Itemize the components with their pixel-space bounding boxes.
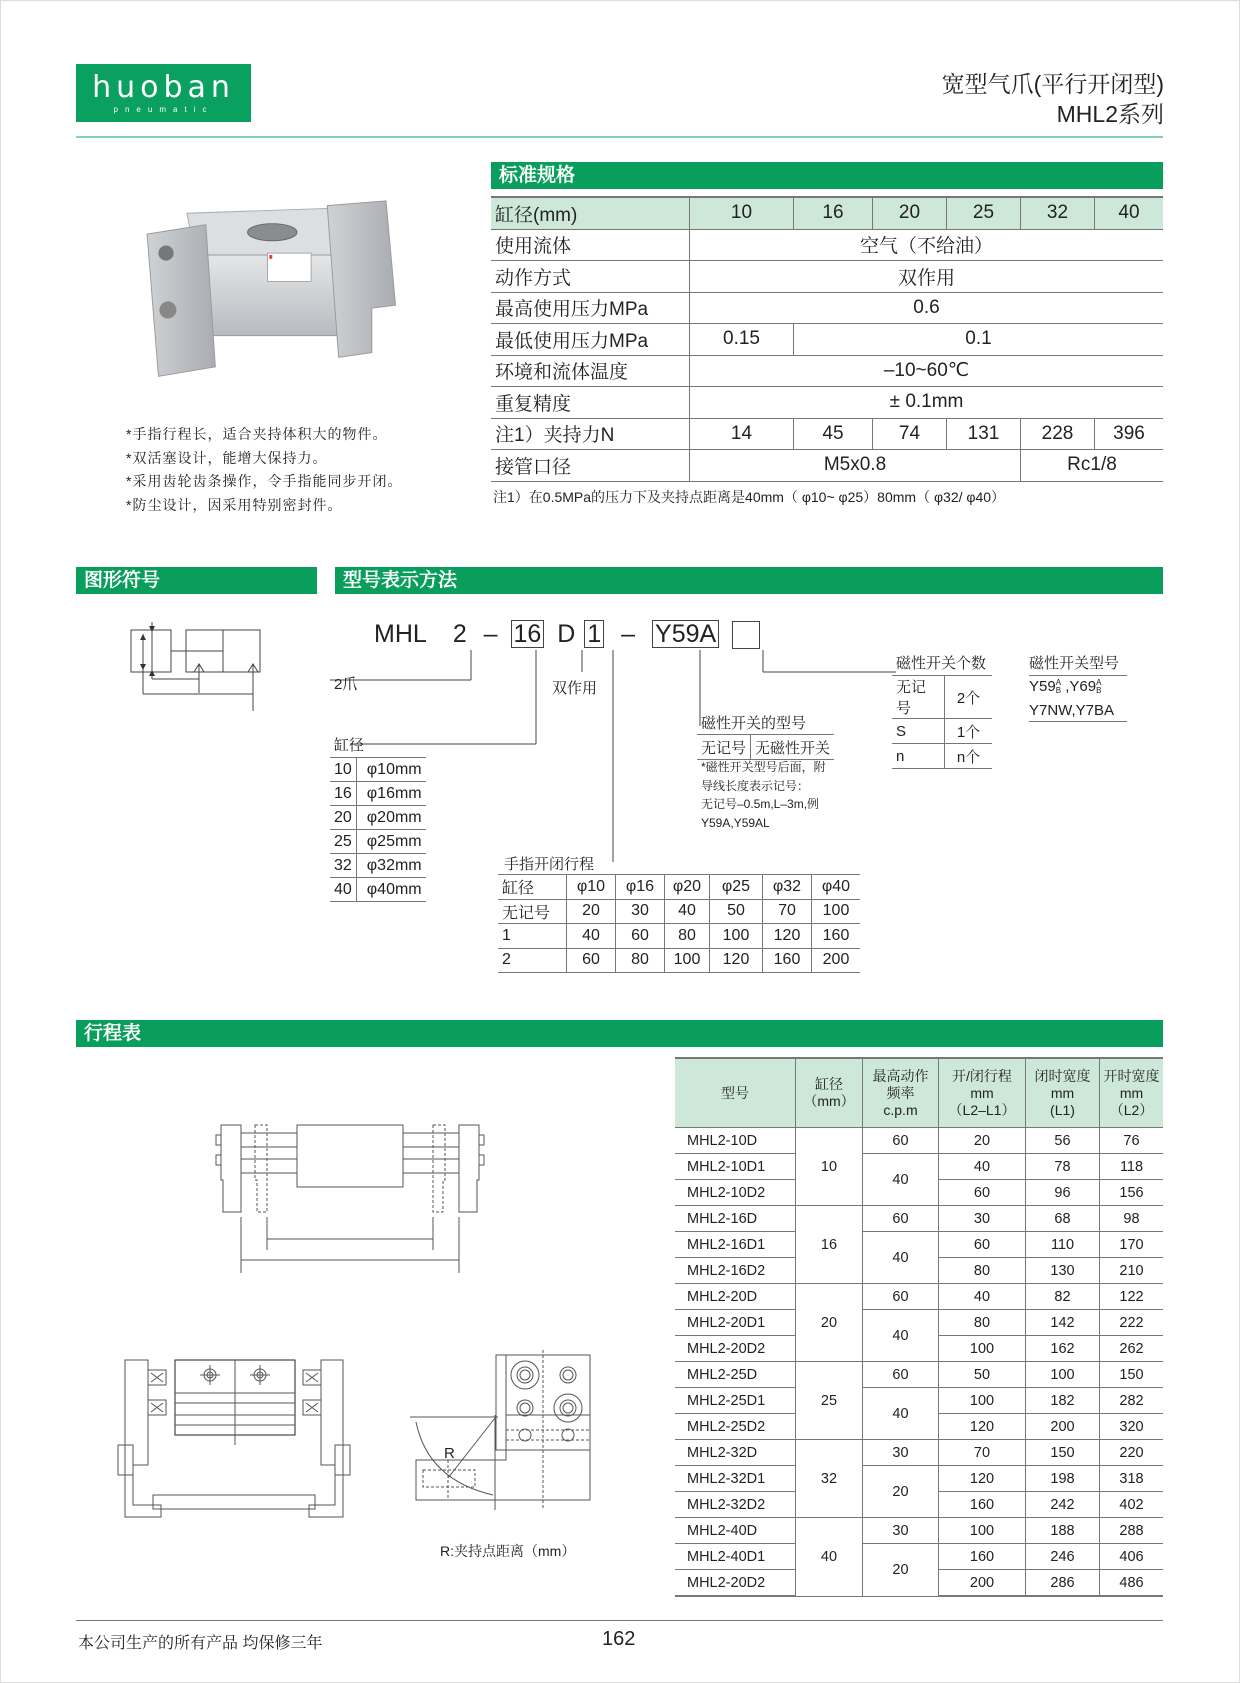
- stroke-cell: 120: [763, 924, 812, 949]
- feature-item: *防尘设计，因采用特别密封件。: [126, 496, 343, 513]
- l2-cell: 320: [1100, 1414, 1164, 1440]
- spec-note: 注1）在0.5MPa的压力下及夹持点距离是40mm（ φ10~ φ25）80mm（ φ32/ φ40）: [493, 489, 1006, 505]
- spec-row-repeat: [491, 387, 1163, 419]
- spec-value: 空气（不给油）: [690, 229, 1164, 261]
- col-header-text: mm: [1119, 1084, 1144, 1101]
- model-cell: MHL2-32D2: [675, 1492, 796, 1518]
- freq-cell: 40: [863, 1310, 939, 1362]
- stroke-table-row: [675, 1284, 1163, 1310]
- spec-row-port: [491, 450, 1163, 482]
- spec-row-min-pressure: [491, 324, 1163, 356]
- code-bore-box: 16: [511, 620, 545, 648]
- l2-cell: 170: [1100, 1232, 1164, 1258]
- stroke-cell: 100: [939, 1336, 1026, 1362]
- stroke-cell: 160: [812, 924, 861, 949]
- stroke-code-table: [498, 874, 860, 973]
- spec-value: –10~60℃: [690, 355, 1164, 387]
- col-header-text: 开时宽度: [1103, 1067, 1160, 1084]
- bore-code: 32: [330, 854, 356, 878]
- header-divider: [76, 136, 1163, 138]
- switch-note-line: Y59A,Y59AL: [701, 815, 770, 830]
- switch-model-title: 磁性开关型号: [1029, 652, 1127, 676]
- logo-sub: pneumatic: [113, 105, 214, 114]
- spec-label: 动作方式: [491, 261, 690, 293]
- spec-row-fluid: [491, 229, 1163, 261]
- spec-value: 131: [947, 418, 1021, 450]
- switch-type-table: [697, 734, 834, 760]
- stroke-table-row: [675, 1440, 1163, 1466]
- stroke-cell: 200: [939, 1570, 1026, 1597]
- switch-model-y59: Y59: [1029, 678, 1056, 695]
- switch-type-title: 磁性开关的型号: [701, 715, 807, 732]
- stroke-cell: 40: [567, 924, 616, 949]
- spec-label: 最高使用压力MPa: [491, 292, 690, 324]
- switch-type-desc: 无磁性开关: [751, 735, 835, 760]
- bore-code: 40: [330, 878, 356, 902]
- stroke-header: φ10: [567, 875, 616, 900]
- l1-cell: 242: [1026, 1492, 1100, 1518]
- code-claws: 2: [452, 620, 467, 648]
- l1-cell: 162: [1026, 1336, 1100, 1362]
- l1-cell: 182: [1026, 1388, 1100, 1414]
- series-title: MHL2系列: [1056, 101, 1164, 127]
- spec-row-bore: [491, 197, 1163, 229]
- stroke-cell: 80: [616, 948, 665, 973]
- spec-table: [491, 196, 1163, 482]
- col-header: [1100, 1058, 1164, 1128]
- open-close-width-drawing: [215, 1115, 485, 1275]
- model-cell: MHL2-20D2: [675, 1336, 796, 1362]
- stroke-cell: 100: [665, 948, 710, 973]
- l1-cell: 130: [1026, 1258, 1100, 1284]
- brand-logo: [76, 64, 251, 122]
- model-cell: MHL2-16D: [675, 1206, 796, 1232]
- stroke-cell: 60: [567, 948, 616, 973]
- logo-word: huoban: [92, 70, 235, 105]
- gripping-point-drawing: [408, 1350, 598, 1515]
- stroke-table-row: [675, 1232, 1163, 1258]
- spec-bore: 10: [690, 197, 794, 229]
- bore-code: 16: [330, 782, 356, 806]
- stroke-cell: 160: [939, 1544, 1026, 1570]
- section-stroke-title: 行程表: [76, 1020, 1163, 1047]
- spec-value: 228: [1021, 418, 1095, 450]
- col-header-text: （mm）: [803, 1093, 855, 1109]
- stroke-header: φ40: [812, 875, 861, 900]
- stroke-header: φ25: [710, 875, 763, 900]
- l2-cell: 220: [1100, 1440, 1164, 1466]
- bore-code: 10: [330, 758, 356, 782]
- stroke-cell: 60: [616, 924, 665, 949]
- stroke-cell: 70: [763, 899, 812, 924]
- freq-cell: 40: [863, 1388, 939, 1440]
- l2-cell: 118: [1100, 1154, 1164, 1180]
- stroke-cell: 40: [939, 1154, 1026, 1180]
- count-value: 2个: [945, 676, 993, 719]
- spec-value: 396: [1095, 418, 1164, 450]
- stroke-row: [498, 924, 860, 949]
- col-header-text: 型号: [721, 1084, 749, 1101]
- spec-value: Rc1/8: [1021, 450, 1164, 482]
- page-number: 162: [602, 1628, 636, 1650]
- spec-value: 45: [794, 418, 873, 450]
- l1-cell: 198: [1026, 1466, 1100, 1492]
- count-value: n个: [945, 744, 993, 769]
- bore-code: 25: [330, 830, 356, 854]
- stroke-cell: 160: [939, 1492, 1026, 1518]
- l2-cell: 156: [1100, 1180, 1164, 1206]
- bore-size: φ25mm: [356, 830, 425, 854]
- l1-cell: 246: [1026, 1544, 1100, 1570]
- claw-label: 2爪: [334, 676, 358, 693]
- count-value: 1个: [945, 719, 993, 744]
- bore-row: [330, 758, 426, 782]
- stroke-cell: 80: [665, 924, 710, 949]
- stroke-table-row: [675, 1466, 1163, 1492]
- stroke-header: φ32: [763, 875, 812, 900]
- stroke-table-row: [675, 1128, 1163, 1154]
- count-code: 无记号: [892, 676, 945, 719]
- l1-cell: 110: [1026, 1232, 1100, 1258]
- l2-cell: 122: [1100, 1284, 1164, 1310]
- stroke-cell: 100: [939, 1388, 1026, 1414]
- l2-cell: 486: [1100, 1570, 1164, 1597]
- section-symbol-title: 图形符号: [76, 567, 317, 594]
- spec-bore: 25: [947, 197, 1021, 229]
- stroke-table-row: [675, 1310, 1163, 1336]
- section-spec-title: 标准规格: [491, 162, 1163, 189]
- stroke-cell: 20: [567, 899, 616, 924]
- front-view-drawing: [113, 1355, 353, 1525]
- code-dash: –: [483, 620, 498, 648]
- sub-a: A: [1096, 678, 1102, 688]
- spec-value: 74: [873, 418, 947, 450]
- double-acting-label: 双作用: [552, 680, 598, 697]
- stroke-cell: 200: [812, 948, 861, 973]
- model-cell: MHL2-20D2: [675, 1570, 796, 1597]
- stroke-cell: 50: [710, 899, 763, 924]
- col-header-text: c.p.m: [883, 1101, 918, 1118]
- l2-cell: 406: [1100, 1544, 1164, 1570]
- stroke-cell: 120: [710, 948, 763, 973]
- stroke-cell: 120: [939, 1466, 1026, 1492]
- stroke-cell: 2: [498, 948, 567, 973]
- spec-row-temp: [491, 355, 1163, 387]
- model-cell: MHL2-16D1: [675, 1232, 796, 1258]
- freq-cell: 60: [863, 1128, 939, 1154]
- spec-label: 注1）夹持力N: [491, 418, 690, 450]
- section-model-title: 型号表示方法: [335, 567, 1163, 594]
- switch-note-line: *磁性开关型号后面，附: [701, 760, 826, 774]
- stroke-header: φ20: [665, 875, 710, 900]
- spec-bore: 32: [1021, 197, 1095, 229]
- feature-item: *采用齿轮齿条操作，令手指能同步开闭。: [126, 473, 403, 489]
- switch-model-y69: ,Y69: [1065, 678, 1097, 695]
- feature-item: *双活塞设计，能增大保持力。: [126, 449, 328, 466]
- code-action: D: [557, 620, 576, 648]
- col-header: [1026, 1058, 1100, 1128]
- bore-row: [330, 806, 426, 830]
- col-header-text: (L1): [1050, 1101, 1075, 1118]
- l2-cell: 282: [1100, 1388, 1164, 1414]
- stroke-table-row: [675, 1154, 1163, 1180]
- spec-row-action: [491, 261, 1163, 293]
- col-header: [939, 1058, 1026, 1128]
- stroke-table-row: [675, 1206, 1163, 1232]
- model-cell: MHL2-25D1: [675, 1388, 796, 1414]
- bore-row: [330, 830, 426, 854]
- bore-size: φ10mm: [356, 758, 425, 782]
- model-cell: MHL2-20D1: [675, 1310, 796, 1336]
- freq-cell: 60: [863, 1362, 939, 1388]
- model-cell: MHL2-20D: [675, 1284, 796, 1310]
- l1-cell: 150: [1026, 1440, 1100, 1466]
- bore-cell: 20: [796, 1284, 863, 1362]
- spec-value: 14: [690, 418, 794, 450]
- stroke-cell: 120: [939, 1414, 1026, 1440]
- freq-cell: 40: [863, 1232, 939, 1284]
- stroke-cell: 30: [616, 899, 665, 924]
- sub-b: B: [1055, 686, 1062, 696]
- col-header: [675, 1058, 796, 1128]
- l1-cell: 78: [1026, 1154, 1100, 1180]
- code-switch-box: Y59A: [652, 620, 719, 648]
- freq-cell: 30: [863, 1440, 939, 1466]
- l2-cell: 150: [1100, 1362, 1164, 1388]
- stroke-table: [675, 1057, 1163, 1597]
- spec-label: 接管口径: [491, 450, 690, 482]
- bore-row: [330, 878, 426, 902]
- count-code: n: [892, 744, 945, 769]
- model-code: [374, 620, 760, 649]
- spec-label: 最低使用压力MPa: [491, 324, 690, 356]
- bore-code: 20: [330, 806, 356, 830]
- stroke-cell: 60: [939, 1180, 1026, 1206]
- col-header-text: （L2）: [1109, 1101, 1154, 1118]
- stroke-header: φ16: [616, 875, 665, 900]
- bore-cell: 25: [796, 1362, 863, 1440]
- col-header-text: 开/闭行程: [952, 1067, 1012, 1084]
- stroke-cell: 160: [763, 948, 812, 973]
- freq-cell: 30: [863, 1518, 939, 1544]
- bore-size: φ32mm: [356, 854, 425, 878]
- spec-row-max-pressure: [491, 292, 1163, 324]
- l1-cell: 200: [1026, 1414, 1100, 1440]
- sub-b: B: [1096, 686, 1102, 696]
- l1-cell: 96: [1026, 1180, 1100, 1206]
- stroke-cell: 100: [812, 899, 861, 924]
- col-header-text: 缸径: [815, 1076, 843, 1092]
- switch-note-line: 无记号–0.5m,L–3m,例: [701, 797, 820, 811]
- spec-value: ± 0.1mm: [690, 387, 1164, 419]
- spec-value: M5x0.8: [690, 450, 1021, 482]
- stroke-cell: 无记号: [498, 899, 567, 924]
- stroke-row: [498, 899, 860, 924]
- bore-cell: 40: [796, 1518, 863, 1597]
- spec-label: 重复精度: [491, 387, 690, 419]
- col-header-text: （L2–L1）: [948, 1101, 1016, 1118]
- col-header: [863, 1058, 939, 1128]
- stroke-table-row: [675, 1544, 1163, 1570]
- spec-bore: 20: [873, 197, 947, 229]
- code-count-box: [732, 621, 760, 649]
- drawing-r-label: R: [444, 1445, 455, 1462]
- stroke-cell: 20: [939, 1128, 1026, 1154]
- spec-value: 0.1: [794, 324, 1164, 356]
- footer-divider: [76, 1620, 1163, 1621]
- freq-cell: 60: [863, 1284, 939, 1310]
- model-cell: MHL2-40D: [675, 1518, 796, 1544]
- freq-cell: 20: [863, 1466, 939, 1518]
- switch-note-line: 导线长度表示记号：: [701, 778, 810, 793]
- spec-label: 使用流体: [491, 229, 690, 261]
- col-header-text: mm: [1050, 1084, 1075, 1101]
- stroke-cell: 1: [498, 924, 567, 949]
- spec-label: 环境和流体温度: [491, 355, 690, 387]
- l2-cell: 98: [1100, 1206, 1164, 1232]
- spec-value: 0.6: [690, 292, 1164, 324]
- spec-bore: 40: [1095, 197, 1164, 229]
- freq-cell: 40: [863, 1154, 939, 1206]
- l1-cell: 82: [1026, 1284, 1100, 1310]
- model-cell: MHL2-10D: [675, 1128, 796, 1154]
- col-header-text: mm: [970, 1084, 994, 1101]
- bore-cell: 10: [796, 1128, 863, 1206]
- col-header: [796, 1058, 863, 1128]
- sub-a: A: [1055, 678, 1062, 688]
- code-stroke-box: 1: [584, 620, 604, 648]
- stroke-row: [498, 948, 860, 973]
- spec-value: 双作用: [690, 261, 1164, 293]
- switch-note: [701, 758, 826, 832]
- l2-cell: 318: [1100, 1466, 1164, 1492]
- l2-cell: 262: [1100, 1336, 1164, 1362]
- bore-cell: 16: [796, 1206, 863, 1284]
- stroke-cell: 70: [939, 1440, 1026, 1466]
- count-code: S: [892, 719, 945, 744]
- stroke-table-row: [675, 1518, 1163, 1544]
- switch-count-table: [892, 675, 992, 769]
- model-cell: MHL2-10D1: [675, 1154, 796, 1180]
- bore-table-title: 缸径: [334, 737, 365, 754]
- switch-type-code: 无记号: [697, 735, 751, 760]
- l2-cell: 210: [1100, 1258, 1164, 1284]
- bore-size: φ40mm: [356, 878, 425, 902]
- stroke-cell: 100: [710, 924, 763, 949]
- spec-bore: 16: [794, 197, 873, 229]
- stroke-cell: 40: [665, 899, 710, 924]
- l2-cell: 76: [1100, 1128, 1164, 1154]
- stroke-cell: 100: [939, 1518, 1026, 1544]
- l2-cell: 402: [1100, 1492, 1164, 1518]
- l1-cell: 286: [1026, 1570, 1100, 1597]
- model-cell: MHL2-32D1: [675, 1466, 796, 1492]
- stroke-table-row: [675, 1388, 1163, 1414]
- gripping-distance-label: R:夹持点距离（mm）: [440, 1543, 576, 1559]
- stroke-cell: 80: [939, 1258, 1026, 1284]
- feature-item: *手指行程长，适合夹持体积大的物件。: [126, 426, 388, 442]
- switch-count-title: 磁性开关个数: [896, 655, 987, 672]
- spec-value: 0.15: [690, 324, 794, 356]
- bore-size: φ20mm: [356, 806, 425, 830]
- code-dash: –: [621, 620, 636, 648]
- pneumatic-symbol-icon: [128, 614, 268, 714]
- bore-cell: 32: [796, 1440, 863, 1518]
- page-title: 宽型气爪(平行开闭型): [941, 71, 1164, 97]
- col-header-text: 闭时宽度: [1034, 1067, 1091, 1084]
- l1-cell: 142: [1026, 1310, 1100, 1336]
- product-photo: [130, 196, 405, 386]
- stroke-cell: 80: [939, 1310, 1026, 1336]
- model-cell: MHL2-25D: [675, 1362, 796, 1388]
- bore-row: [330, 854, 426, 878]
- l1-cell: 100: [1026, 1362, 1100, 1388]
- spec-label: 缸径(mm): [491, 197, 690, 229]
- model-cell: MHL2-40D1: [675, 1544, 796, 1570]
- bore-size: φ16mm: [356, 782, 425, 806]
- stroke-table-row: [675, 1362, 1163, 1388]
- l1-cell: 188: [1026, 1518, 1100, 1544]
- freq-cell: 20: [863, 1544, 939, 1597]
- freq-cell: 60: [863, 1206, 939, 1232]
- col-header-text: 最高动作: [872, 1067, 929, 1084]
- switch-model-y7: Y7NW,Y7BA: [1029, 702, 1127, 722]
- model-cell: MHL2-32D: [675, 1440, 796, 1466]
- l1-cell: 68: [1026, 1206, 1100, 1232]
- l1-cell: 56: [1026, 1128, 1100, 1154]
- footer-warranty: 本公司生产的所有产品 均保修三年: [78, 1635, 323, 1652]
- stroke-cell: 50: [939, 1362, 1026, 1388]
- col-header-text: 频率: [886, 1084, 915, 1101]
- stroke-header: 缸径: [498, 875, 567, 900]
- stroke-code-title: 手指开闭行程: [504, 856, 595, 873]
- bore-table: [330, 757, 426, 902]
- bore-row: [330, 782, 426, 806]
- stroke-cell: 30: [939, 1206, 1026, 1232]
- model-cell: MHL2-10D2: [675, 1180, 796, 1206]
- l2-cell: 288: [1100, 1518, 1164, 1544]
- model-cell: MHL2-25D2: [675, 1414, 796, 1440]
- stroke-cell: 60: [939, 1232, 1026, 1258]
- spec-row-force: [491, 418, 1163, 450]
- switch-model-row: [1029, 678, 1101, 695]
- feature-list: [126, 423, 402, 517]
- stroke-cell: 40: [939, 1284, 1026, 1310]
- l2-cell: 222: [1100, 1310, 1164, 1336]
- code-series: MHL: [374, 620, 426, 648]
- model-cell: MHL2-16D2: [675, 1258, 796, 1284]
